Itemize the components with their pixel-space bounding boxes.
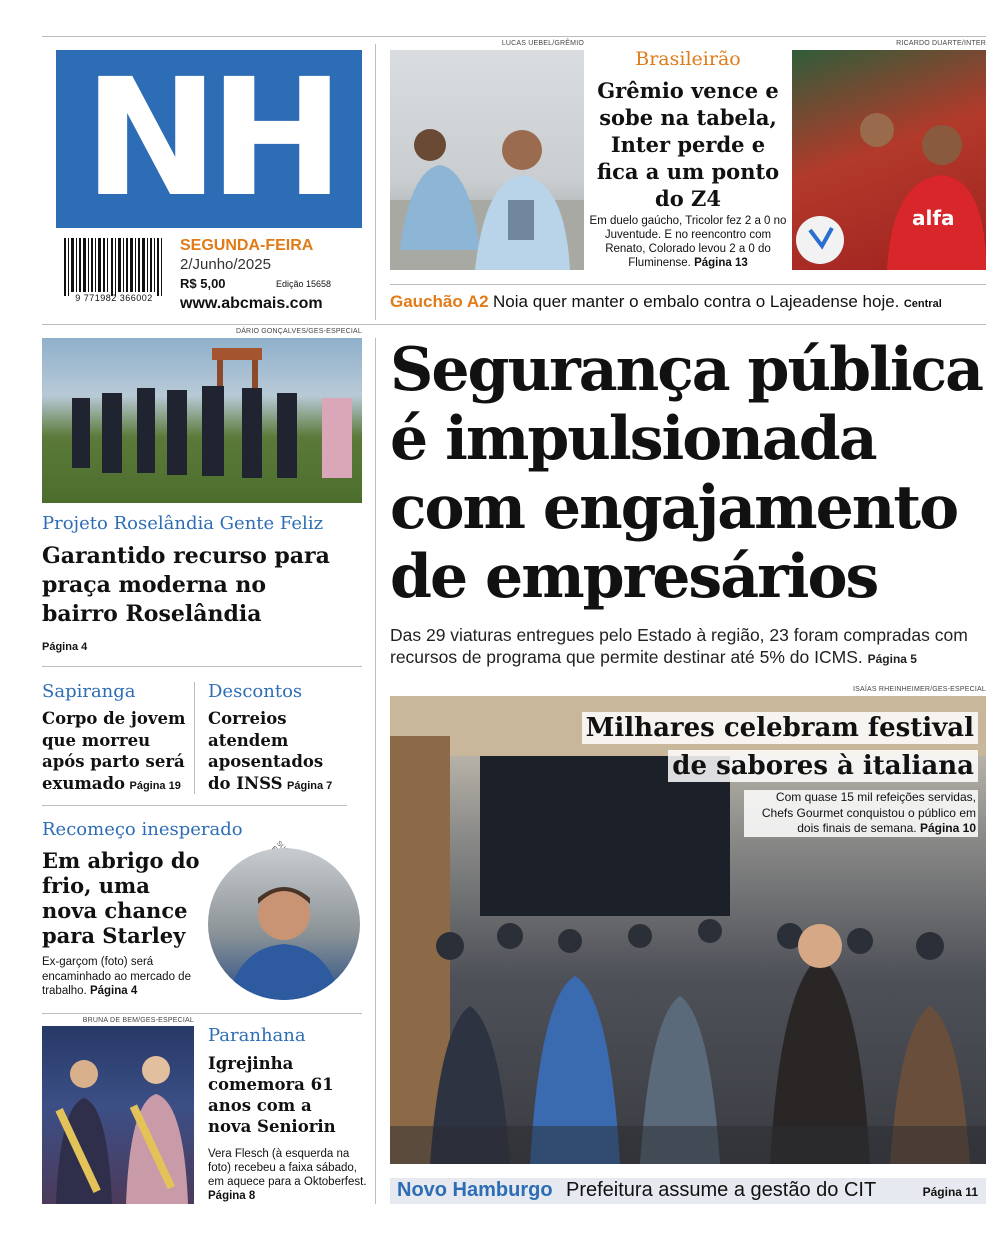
- paranhana-headline[interactable]: Igrejinha comemora 61 anos com a nova Seniorin: [208, 1054, 336, 1136]
- descontos-headline: Correios atendem aposentados do INSS: [208, 709, 324, 793]
- strip-bottom-label: Novo Hamburgo: [397, 1179, 553, 1201]
- seniorin-women-icon: [42, 1026, 194, 1204]
- column-divider: [375, 338, 376, 1204]
- left-rule-3: [42, 1013, 362, 1014]
- paranhana-body: [208, 1147, 368, 1203]
- paranhana-body-text: Vera Flesch (à esquerda na foto) recebeu a faixa sábado, em aquece para a Oktoberfest.: [208, 1148, 367, 1188]
- photo-festival[interactable]: [390, 696, 986, 1164]
- strip-top[interactable]: [390, 292, 990, 312]
- left-rule-2: [42, 805, 347, 806]
- main-page-ref[interactable]: Página 5: [867, 652, 917, 666]
- recomeco-page-ref[interactable]: Página 4: [89, 985, 138, 997]
- festival-body-text: Com quase 15 mil refeições servidas, Chefs Gourmet conquistou o público em dois finais de semana.: [761, 790, 976, 835]
- sports-body-text: Em duelo gaúcho, Tricolor fez 2 a 0 no Juventude. E no reencontro com Renato, Colorado levou 2 a 0 do Fluminense.: [589, 215, 787, 269]
- strip-bottom-page[interactable]: Página 11: [922, 1185, 978, 1199]
- logo-text: NH: [83, 45, 335, 233]
- sports-headline[interactable]: Grêmio vence e sobe na tabela, Inter perde e fica a um ponto do Z4: [596, 78, 780, 211]
- strip-bottom[interactable]: [390, 1178, 986, 1204]
- recomeco-body-text: Ex-garçom (foto) será encaminhado ao mercado de trabalho.: [42, 956, 191, 997]
- recomeco-headline[interactable]: Em abrigo do frio, uma nova chance para Starley: [42, 848, 200, 948]
- barcode: [58, 238, 170, 302]
- sports-body: [588, 214, 788, 270]
- festival-body: [744, 790, 978, 837]
- sapiranga-story[interactable]: [42, 708, 192, 794]
- photo-inter[interactable]: [792, 50, 986, 270]
- svg-text:alfa: alfa: [912, 206, 955, 230]
- masthead-bottom-rule: [42, 324, 986, 325]
- starley-portrait-icon: [208, 848, 360, 1000]
- edition-label: Edição 15658: [276, 279, 332, 289]
- masthead-info: [180, 236, 360, 313]
- main-deck: [390, 624, 986, 670]
- masthead-divider: [375, 44, 376, 320]
- festival-headline-2[interactable]: de sabores à italiana: [668, 750, 978, 782]
- sports-kicker: Brasileirão: [635, 48, 741, 70]
- photo-credit-inter: RICARDO DUARTE/INTER: [896, 40, 986, 47]
- barcode-number: 9 771982 366002: [75, 293, 153, 303]
- playground-group-icon: [42, 338, 362, 503]
- site-link[interactable]: www.abcmais.com: [180, 295, 323, 312]
- roselandia-page-ref[interactable]: Página 4: [42, 641, 88, 653]
- date-label: 2/Junho/2025: [180, 256, 271, 273]
- strip-top-text: Noia quer manter o embalo contra o Lajeadense hoje.: [493, 292, 900, 311]
- left-rule-1: [42, 666, 362, 667]
- sapiranga-kicker: Sapiranga: [42, 681, 136, 702]
- photo-credit-roselandia: DÁRIO GONÇALVES/GES-ESPECIAL: [235, 328, 362, 335]
- main-headline[interactable]: Segurança pública é impulsionada com engajamento de empresários: [390, 335, 983, 612]
- top-rule: [42, 36, 986, 37]
- left-divider-1: [194, 682, 195, 794]
- strip-bottom-text: Prefeitura assume a gestão do CIT: [566, 1179, 877, 1201]
- photo-starley[interactable]: [208, 848, 360, 1000]
- festival-page-ref[interactable]: Página 10: [919, 821, 976, 835]
- photo-seniorin[interactable]: [42, 1026, 194, 1204]
- photo-credit-gremio: LUCAS UEBEL/GRÊMIO: [501, 40, 584, 47]
- main-deck-text: Das 29 viaturas entregues pelo Estado à região, 23 foram compradas com recursos de programa que permite destinar até 5% do ICMS.: [390, 625, 968, 667]
- sapiranga-headline: Corpo de jovem que morreu após parto será exumado: [42, 709, 186, 793]
- paranhana-page-ref[interactable]: Página 8: [208, 1190, 256, 1202]
- descontos-kicker: Descontos: [208, 681, 303, 702]
- recomeco-body: [42, 955, 207, 999]
- sapiranga-page-ref[interactable]: Página 19: [129, 779, 181, 792]
- festival-headline-1[interactable]: Milhares celebram festival: [582, 712, 978, 744]
- strip-top-label: Gauchão A2: [390, 292, 489, 311]
- photo-gremio[interactable]: [390, 50, 584, 270]
- inter-player-icon: [792, 50, 986, 270]
- paranhana-kicker: Paranhana: [208, 1025, 306, 1046]
- photo-credit-festival: ISAÍAS RHEINHEIMER/GES-ESPECIAL: [852, 686, 986, 693]
- roselandia-headline[interactable]: Garantido recurso para praça moderna no bairro Roselândia: [42, 543, 330, 627]
- recomeco-kicker: Recomeço inesperado: [42, 819, 243, 840]
- logo-box[interactable]: [56, 45, 362, 233]
- day-label: SEGUNDA-FEIRA: [180, 237, 314, 254]
- photo-roselandia[interactable]: [42, 338, 362, 503]
- price-label: R$ 5,00: [180, 276, 226, 291]
- descontos-story[interactable]: [208, 708, 348, 794]
- sports-page-ref[interactable]: Página 13: [694, 257, 748, 269]
- photo-credit-paranhana: BRUNA DE BEM/GES-ESPECIAL: [82, 1017, 194, 1024]
- descontos-page-ref[interactable]: Página 7: [287, 779, 333, 792]
- sports-rule: [390, 284, 986, 285]
- gremio-player-icon: [390, 50, 584, 270]
- roselandia-kicker: Projeto Roselândia Gente Feliz: [42, 513, 324, 534]
- strip-top-page[interactable]: Central: [903, 298, 942, 310]
